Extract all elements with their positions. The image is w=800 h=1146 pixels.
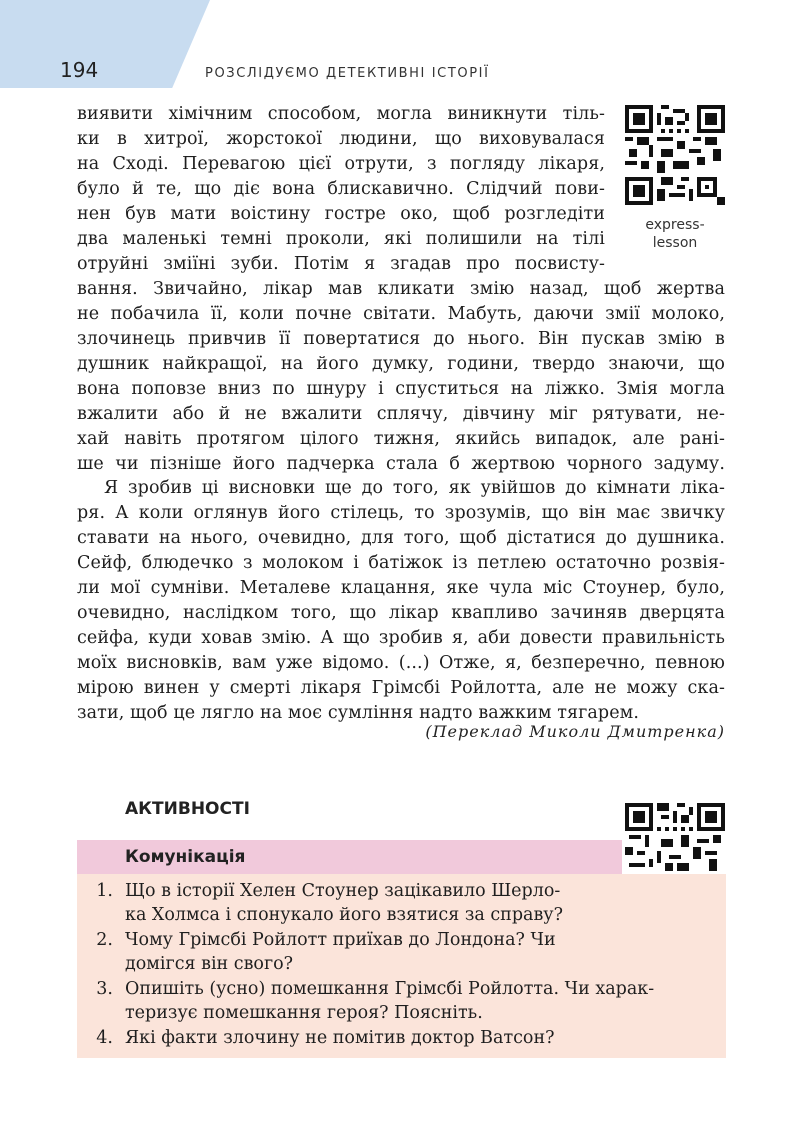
activities-heading: АКТИВНОСТІ (125, 799, 250, 819)
body-line: не побачила її, коли почне світати. Мабуть, даючи змії молоко, (77, 304, 725, 324)
body-line: вжалити або й не вжалити сплячу, дівчину міг рятувати, не- (77, 404, 725, 424)
body-line: виявити хімічним способом, могла виникнути тіль- (77, 104, 605, 124)
question-text: Опишіть (усно) помешкання Грімсбі Ройлотта. Чи харак- (125, 979, 655, 999)
qr-caption-express-lesson: express- lesson (645, 217, 705, 251)
question-text: ка Холмса і спонукало його взятися за справу? (125, 905, 563, 925)
body-line: вання. Звичайно, лікар мав кликати змію назад, щоб жертва (77, 279, 725, 299)
question-text: Чому Грімсбі Ройлотт приїхав до Лондона? Чи (125, 930, 556, 950)
body-line: зати, щоб це лягло на моє сумління надто важким тягарем. (77, 703, 640, 723)
question-number: 3. (96, 979, 113, 999)
body-line: було й те, що діє вона блискавично. Слідчий пови- (77, 179, 605, 199)
question-number: 4. (96, 1028, 113, 1048)
communication-label: Комунікація (125, 847, 246, 867)
body-line: Сейф, блюдечко з молоком і батіжок із петлею остаточно розвія- (77, 553, 725, 573)
body-line: злочинець привчив її повертатися до нього. Він пускав змію в (77, 329, 725, 349)
body-line: на Сході. Перевагою цієї отрути, з погляду лікаря, (77, 154, 605, 174)
question-text: теризує помешкання героя? Поясніть. (125, 1003, 483, 1023)
body-line: мірою винен у смерті лікаря Грімсбі Ройлотта, але не можу ска- (77, 678, 725, 698)
body-line: хай навіть протягом цілого тижня, якийсь випадок, але рані- (77, 429, 725, 449)
body-line: два маленькі темні проколи, які полишили на тілі (77, 229, 605, 249)
body-line: вона поповзе вниз по шнуру і спуститься на ліжко. Змія могла (77, 379, 725, 399)
body-line: ки в хитрої, жорстокої людини, що виховувалася (77, 129, 605, 149)
body-line: ставати на нього, очевидно, для того, щоб дістатися до душника. (77, 528, 725, 548)
question-number: 1. (96, 881, 113, 901)
running-title: РОЗСЛІДУЄМО ДЕТЕКТИВНІ ІСТОРІЇ (205, 66, 490, 81)
body-line: отруйні зміїні зуби. Потім я згадав про посвисту- (77, 254, 605, 274)
body-line: ли мої сумніви. Металеве клацання, яке чула міс Стоунер, було, (77, 578, 725, 598)
qr-code-icon[interactable] (625, 105, 725, 205)
body-line: Я зробив ці висновки ще до того, як увійшов до кімнати ліка- (104, 478, 725, 498)
body-line: очевидно, наслідком того, що лікар квапливо зачиняв дверцята (77, 603, 725, 623)
question-text: домігся він свого? (125, 954, 294, 974)
body-line: моїх висновків, вам уже відомо. (...) Отже, я, безперечно, певною (77, 653, 725, 673)
question-text: Що в історії Хелен Стоунер зацікавило Шерло- (125, 881, 561, 901)
body-line: нен був мати воістину гостре око, щоб розгледіти (77, 204, 605, 224)
body-line: ря. А коли оглянув його стілець, то зрозумів, що він має звичку (77, 503, 725, 523)
header-accent-band (0, 0, 210, 88)
question-text: Які факти злочину не помітив доктор Ватсон? (125, 1028, 555, 1048)
question-number: 2. (96, 930, 113, 950)
page-number: 194 (60, 58, 99, 82)
body-line: ше чи пізніше його падчерка стала б жертвою чорного задуму. (77, 454, 725, 474)
body-line: душник найкращої, на його думку, години, твердо знаючи, що (77, 354, 725, 374)
body-line: сейфа, куди ховав змію. А що зробив я, аби довести правильність (77, 628, 725, 648)
translator-note: (Переклад Миколи Дмитренка) (425, 722, 725, 741)
